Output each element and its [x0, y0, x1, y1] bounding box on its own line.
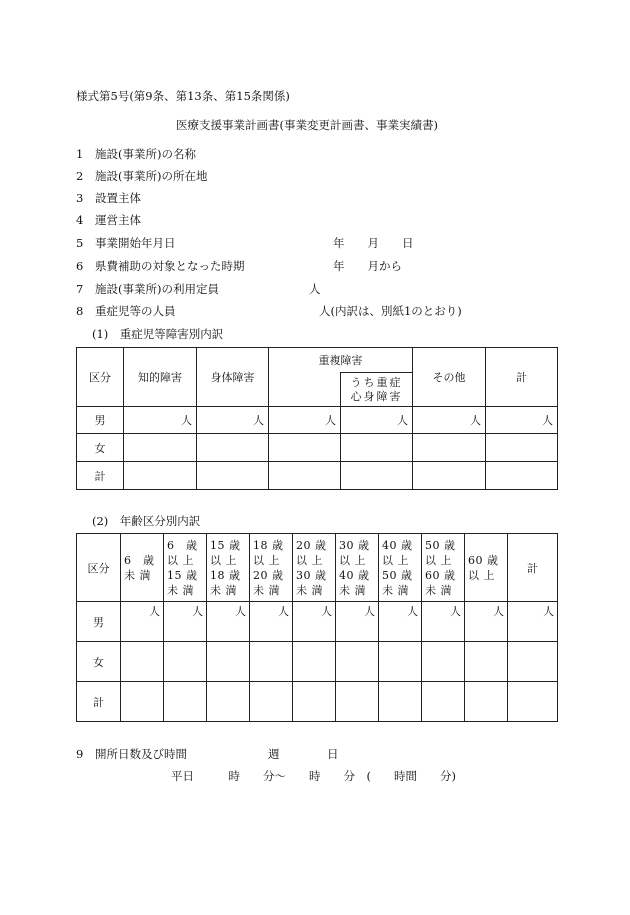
cell[interactable] — [197, 434, 269, 462]
header-severe-line1: うち重症 — [350, 375, 403, 389]
header-age-15-18: 15 歳 以 上 18 歳 未 満 — [207, 534, 250, 602]
item-9-day: 日 — [327, 747, 339, 761]
cell[interactable] — [486, 462, 558, 490]
cell[interactable] — [269, 462, 341, 490]
cell[interactable] — [379, 642, 422, 682]
cell[interactable] — [124, 434, 197, 462]
cell-unit[interactable]: 人 — [250, 602, 293, 642]
form-number: 様式第5号(第9条、第13条、第15条関係) — [76, 89, 290, 103]
header-age-20-30: 20 歳 以 上 30 歳 未 満 — [293, 534, 336, 602]
header-age-40-50: 40 歳 以 上 50 歳 未 満 — [379, 534, 422, 602]
item-label: 施設(事業所)の利用定員 — [95, 282, 219, 296]
cell[interactable] — [293, 642, 336, 682]
header-age-6-15: 6 歳 以 上 15 歳 未 満 — [164, 534, 207, 602]
item-3 — [76, 190, 141, 206]
header-kubun: 区分 — [77, 534, 121, 602]
row-label-male: 男 — [77, 602, 121, 642]
row-label-total: 計 — [77, 462, 124, 490]
cell-unit[interactable]: 人 — [336, 602, 379, 642]
cell[interactable] — [413, 434, 486, 462]
header-severe-line2: 心身障害 — [350, 389, 403, 403]
header-age-50-60: 50 歳 以 上 60 歳 未 満 — [422, 534, 465, 602]
cell[interactable] — [293, 682, 336, 722]
cell[interactable] — [379, 682, 422, 722]
cell[interactable] — [508, 642, 558, 682]
cell[interactable] — [207, 682, 250, 722]
cell[interactable] — [422, 682, 465, 722]
cell[interactable] — [336, 642, 379, 682]
header-total: 計 — [486, 348, 558, 407]
item-9 — [76, 746, 187, 762]
cell[interactable] — [207, 642, 250, 682]
cell-unit[interactable]: 人 — [486, 407, 558, 434]
cell[interactable] — [465, 642, 508, 682]
item-5-date: 年 月 日 — [333, 236, 414, 250]
item-8-unit: 人(内訳は、別紙1のとおり) — [319, 304, 462, 318]
cell-unit[interactable]: 人 — [269, 407, 341, 434]
item-6 — [76, 258, 245, 274]
cell-unit[interactable]: 人 — [197, 407, 269, 434]
cell[interactable] — [164, 682, 207, 722]
cell-unit[interactable]: 人 — [121, 602, 164, 642]
item-9-week: 週 — [268, 747, 280, 761]
cell-unit[interactable]: 人 — [207, 602, 250, 642]
item-label: 設置主体 — [95, 191, 141, 205]
table-row — [77, 407, 558, 434]
cell[interactable] — [336, 682, 379, 722]
cell-unit[interactable]: 人 — [293, 602, 336, 642]
item-number: 5 — [76, 236, 84, 250]
cell[interactable] — [250, 642, 293, 682]
row-label-total: 計 — [77, 682, 121, 722]
age-breakdown-table — [76, 533, 558, 722]
table-row — [77, 462, 558, 490]
table-row — [77, 642, 558, 682]
cell[interactable] — [121, 682, 164, 722]
cell-unit[interactable]: 人 — [413, 407, 486, 434]
cell-unit[interactable]: 人 — [508, 602, 558, 642]
item-number: 3 — [76, 191, 84, 205]
item-number: 1 — [76, 147, 84, 161]
item-label: 運営主体 — [95, 213, 141, 227]
item-label: 施設(事業所)の所在地 — [95, 169, 208, 183]
item-2 — [76, 168, 207, 184]
cell[interactable] — [124, 462, 197, 490]
item-6-date: 年 月から — [333, 259, 402, 273]
item-label: 施設(事業所)の名称 — [95, 147, 196, 161]
header-kubun: 区分 — [77, 348, 124, 407]
cell-unit[interactable]: 人 — [465, 602, 508, 642]
header-age-60-plus: 60 歳 以 上 — [465, 534, 508, 602]
item-number: 9 — [76, 747, 84, 761]
item-9-weekday-hours: 平日 時 分～ 時 分 ( 時間 分) — [171, 769, 456, 783]
item-1 — [76, 146, 196, 162]
cell[interactable] — [197, 462, 269, 490]
item-4 — [76, 212, 141, 228]
cell-unit[interactable]: 人 — [379, 602, 422, 642]
header-age-under6: 6 歳 未 満 — [121, 534, 164, 602]
cell-unit[interactable]: 人 — [164, 602, 207, 642]
item-7 — [76, 281, 219, 297]
table-row — [77, 434, 558, 462]
cell[interactable] — [508, 682, 558, 722]
section1-title: (1) 重症児等障害別内訳 — [92, 327, 224, 341]
header-severe — [341, 373, 413, 407]
header-multiple: 重複障害 — [269, 348, 413, 373]
item-label: 重症児等の人員 — [95, 304, 176, 318]
header-intellectual: 知的障害 — [124, 348, 197, 407]
cell[interactable] — [422, 642, 465, 682]
item-number: 6 — [76, 259, 84, 273]
cell[interactable] — [413, 462, 486, 490]
document-title: 医療支援事業計画書(事業変更計画書、事業実績書) — [176, 118, 438, 132]
item-7-unit: 人 — [309, 282, 321, 296]
cell[interactable] — [121, 642, 164, 682]
item-8 — [76, 303, 176, 319]
section2-title: (2) 年齢区分別内訳 — [92, 514, 201, 528]
item-number: 2 — [76, 169, 84, 183]
cell[interactable] — [465, 682, 508, 722]
item-label: 事業開始年月日 — [95, 236, 176, 250]
header-other: その他 — [413, 348, 486, 407]
cell[interactable] — [269, 434, 341, 462]
row-label-male: 男 — [77, 407, 124, 434]
item-number: 4 — [76, 213, 84, 227]
item-label: 県費補助の対象となった時期 — [95, 259, 245, 273]
cell-unit[interactable]: 人 — [422, 602, 465, 642]
cell-unit[interactable]: 人 — [124, 407, 197, 434]
item-number: 7 — [76, 282, 84, 296]
disability-breakdown-table — [76, 347, 558, 490]
header-physical: 身体障害 — [197, 348, 269, 407]
item-5 — [76, 235, 176, 251]
header-age-30-40: 30 歳 以 上 40 歳 未 満 — [336, 534, 379, 602]
header-total: 計 — [508, 534, 558, 602]
cell[interactable] — [164, 642, 207, 682]
row-label-female: 女 — [77, 642, 121, 682]
header-multiple-spacer — [269, 373, 341, 407]
row-label-female: 女 — [77, 434, 124, 462]
cell-unit[interactable]: 人 — [341, 407, 413, 434]
table-row — [77, 602, 558, 642]
item-number: 8 — [76, 304, 84, 318]
cell[interactable] — [341, 462, 413, 490]
header-age-18-20: 18 歳 以 上 20 歳 未 満 — [250, 534, 293, 602]
cell[interactable] — [486, 434, 558, 462]
cell[interactable] — [341, 434, 413, 462]
table-row — [77, 682, 558, 722]
cell[interactable] — [250, 682, 293, 722]
item-label: 開所日数及び時間 — [95, 747, 187, 761]
